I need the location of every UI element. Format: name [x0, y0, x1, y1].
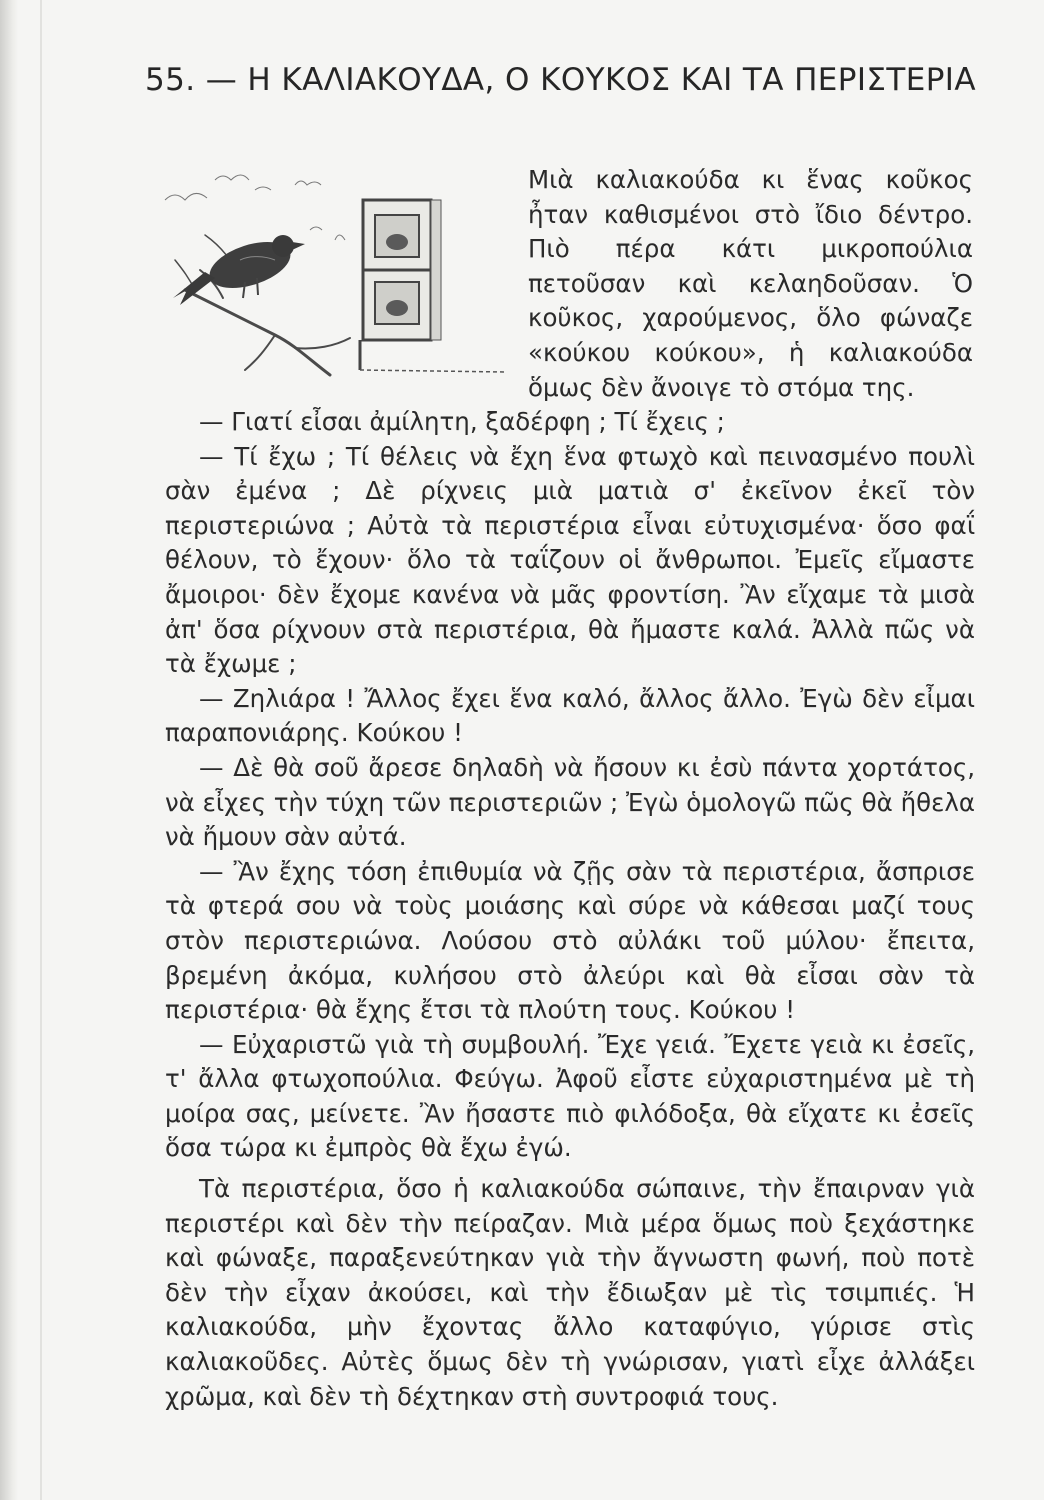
crow-drawing: [173, 233, 305, 305]
binding-shadow: [0, 0, 18, 1500]
dialogue-paragraph: — Δὲ θὰ σοῦ ἄρεσε δηλαδὴ νὰ ἤσουν κι ἐσὺ πάντα χορτάτος, νὰ εἶχες τὴν τύχη τῶν περιστεριῶν ; Ἐγὼ ὁμολογῶ πῶς θὰ ἤθελα νὰ ἤμουν σὰν αὐτά.: [165, 752, 975, 852]
dialogue-paragraph: — Τί ἔχω ; Τί θέλεις νὰ ἔχη ἕνα φτωχὸ καὶ πεινασμένο πουλὶ σὰν ἐμένα ; Δὲ ρίχνεις μιὰ ματιὰ σ' ἐκεῖνον ἐκεῖ τὸν περιστεριώνα ; Αὐτὰ τὰ περιστέρια εἶναι εὐτυχισμένα· ὅσο φαΐ θέλουν, τὸ ἔχουν· ὅλο τὰ ταΐζουν οἱ ἄνθρωποι. Ἐμεῖς εἴμαστε ἄμοιροι· δὲν ἔχομε κανένα νὰ μᾶς φροντίση. Ἂν εἴχαμε τὰ μισὰ ἀπ' ὅσα ρίχνουν στὰ περιστέρια, θὰ ἤμαστε καλά. Ἀλλὰ πῶς νὰ τὰ ἔχωμε ;: [165, 441, 975, 679]
dialogue-paragraph: — Ἂν ἔχης τόση ἐπιθυμία νὰ ζῇς σὰν τὰ περιστέρια, ἄσπρισε τὰ φτερά σου νὰ τοὺς μοιάσης καὶ σύρε νὰ κάθεσαι μαζί τους στὸν περιστεριώνα. Λούσου στὸ αὐλάκι τοῦ μύλου· ἔπειτα, βρεμένη ἀκόμα, κυλήσου στὸ ἀλεύρι καὶ θὰ εἶσαι σὰν τὰ περιστέρια· θὰ ἔχης ἔτσι τὰ πλούτη τους. Κούκου !: [165, 856, 975, 1025]
dialogue-paragraph: — Ζηλιάρα ! Ἄλλος ἔχει ἕνα καλό, ἄλλος ἄλλο. Ἐγὼ δὲν εἶμαι παραπονιάρης. Κούκου !: [165, 683, 975, 748]
dovecote-drawing: [360, 200, 505, 372]
crow-dovecote-illustration: [145, 160, 515, 390]
closing-paragraph: Τὰ περιστέρια, ὅσο ἡ καλιακούδα σώπαινε, τὴν ἔπαιρναν γιὰ περιστέρι καὶ δὲν τὴν πείραζαν. Μιὰ μέρα ὅμως ποὺ ξεχάστηκε καὶ φώναξε, παραξενεύτηκαν γιὰ τὴν ἄγνωστη φωνή, ποὺ ποτὲ δὲν τὴν εἶχαν ἀκούσει, καὶ τὴν ἔδιωξαν μὲ τὶς τσιμπιές. Ἡ καλιακούδα, μὴν ἔχοντας ἄλλο καταφύγιο, γύρισε στὶς καλιακοῦδες. Αὐτὲς ὅμως δὲν τὴ γνώρισαν, γιατὶ εἶχε ἀλλάξει χρῶμα, καὶ δὲν τὴ δέχτηκαν στὴ συντροφιά τους.: [165, 1174, 975, 1411]
intro-paragraph: Μιὰ καλιακούδα κι ἕνας κοῦκος ἦταν καθισμένοι στὸ ἴδιο δέντρο. Πιὸ πέρα κάτι μικροπούλια πετοῦσαν καὶ κελαηδοῦσαν. Ὁ κοῦκος, χαρούμενος, ὅλο φώναζε «κούκου κούκου», ἡ καλιακούδα ὅμως δὲν ἄνοιγε τὸ στόμα της.: [528, 165, 973, 402]
dialogue-paragraph: — Γιατί εἶσαι ἀμίλητη, ξαδέρφη ; Τί ἔχεις ;: [199, 407, 725, 436]
foliage-lines: [165, 175, 345, 240]
page-edge-line: [40, 0, 42, 1500]
dialogue-paragraph: — Εὐχαριστῶ γιὰ τὴ συμβουλή. Ἔχε γειά. Ἔχετε γειὰ κι ἐσεῖς, τ' ἄλλα φτωχοπούλια. Φεύγω. Ἀφοῦ εἶστε εὐχαριστημένα μὲ τὴ μοίρα σας, μείνετε. Ἂν ἤσαστε πιὸ φιλόδοξα, θὰ εἴχατε κι ἐσεῖς ὅσα τώρα κι ἐμπρὸς θὰ ἔχω ἐγώ.: [165, 1029, 975, 1163]
story-body: [165, 405, 975, 1414]
chapter-title: 55. — Η ΚΑΛΙΑΚΟΥΔΑ, Ο ΚΟΥΚΟΣ ΚΑΙ ΤΑ ΠΕΡΙΣΤΕΡΙΑ: [145, 62, 976, 98]
